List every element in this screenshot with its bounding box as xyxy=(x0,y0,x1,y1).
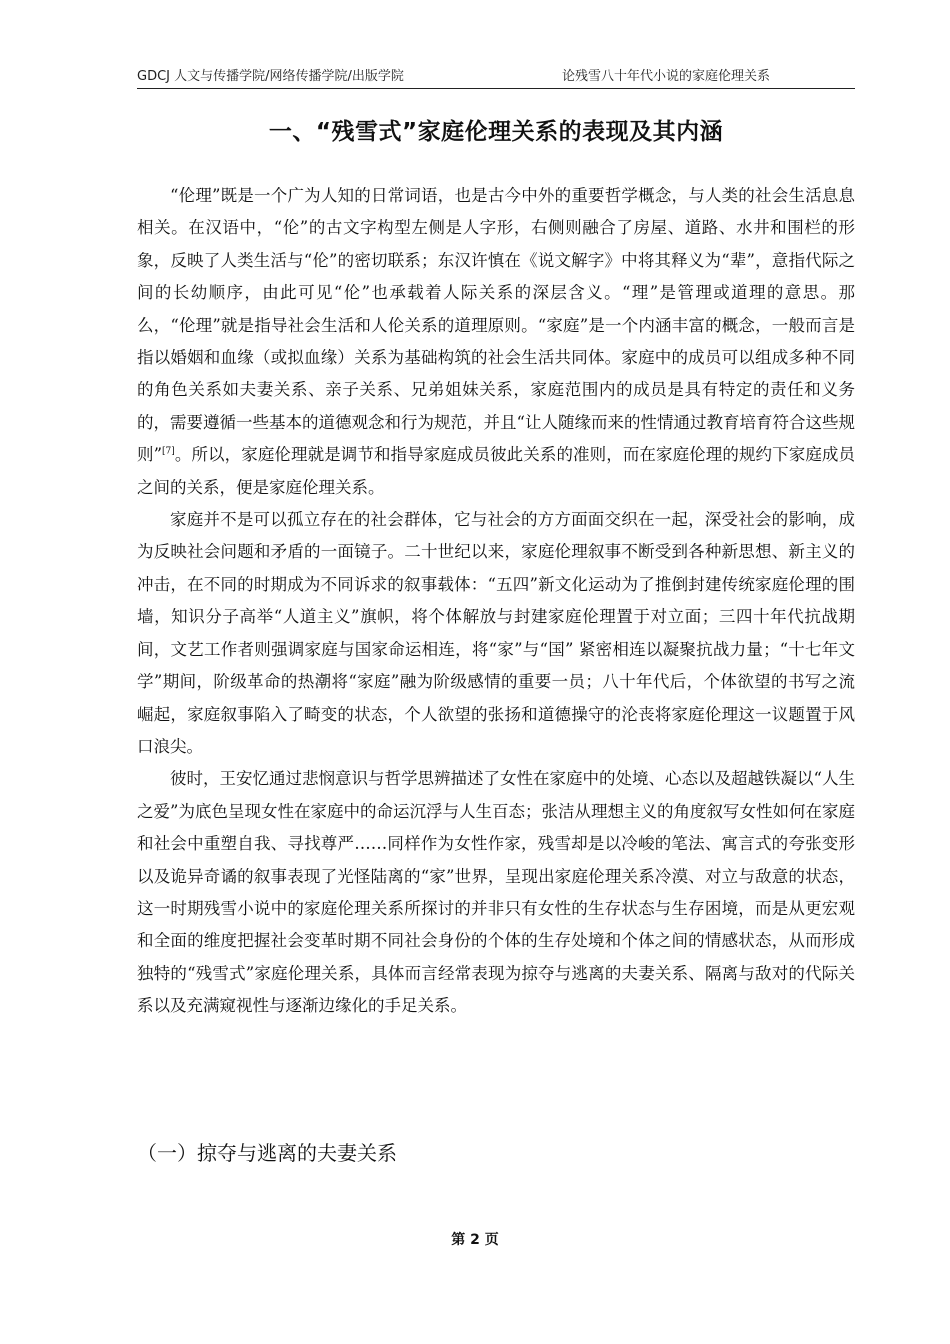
section-heading: （一）掠夺与逃离的夫妻关系 xyxy=(137,1141,397,1165)
paragraph-1-text: “伦理”既是一个广为人知的日常词语，也是古今中外的重要哲学概念，与人类的社会生活息息相关。在汉语中，“伦”的古文字构型左侧是人字形，右侧则融合了房屋、道路、水井和围栏的形象，反映了人类生活与“伦”的密切联系；东汉许慎在《说文解字》中将其释义为“辈”，意指代际之间的长幼顺序，由此可见“伦”也承载着人际关系的深层含义。“理”是管理或道理的意思。那么，“伦理”就是指导社会生活和人伦关系的道理原则。“家庭”是一个内涵丰富的概念，一般而言是指以婚姻和血缘（或拟血缘）关系为基础构筑的社会生活共同体。家庭中的成员可以组成多种不同的角色关系如夫妻关系、亲子关系、兄弟姐妹关系，家庭范围内的成员是具有特定的责任和义务的，需要遵循一些基本的道德观念和行为规范，并且“让人随缘而来的性情通过教育培育符合这些规则” xyxy=(137,186,855,465)
paragraph-2: 家庭并不是可以孤立存在的社会群体，它与社会的方方面面交织在一起，深受社会的影响，成为反映社会问题和矛盾的一面镜子。二十世纪以来，家庭伦理叙事不断受到各种新思想、新主义的冲击，在不同的时期成为不同诉求的叙事载体：“五四”新文化运动为了推倒封建传统家庭伦理的围墙，知识分子高举“人道主义”旗帜，将个体解放与封建家庭伦理置于对立面；三四十年代抗战期间，文艺工作者则强调家庭与国家命运相连，将“家”与“国” 紧密相连以凝聚抗战力量；“十七年文学”期间，阶级革命的热潮将“家庭”融为阶级感情的重要一员；八十年代后，个体欲望的书写之流崛起，家庭叙事陷入了畸变的状态，个人欲望的张扬和道德操守的沦丧将家庭伦理这一议题置于风口浪尖。 xyxy=(137,510,855,756)
header-paper-title: 论残雪八十年代小说的家庭伦理关系 xyxy=(562,69,771,84)
page-header xyxy=(137,66,855,89)
citation-marker: [7] xyxy=(162,446,175,457)
body-text xyxy=(137,180,855,1023)
page-number: 第 2 页 xyxy=(451,1232,499,1248)
paragraph-3: 彼时，王安忆通过悲悯意识与哲学思辨描述了女性在家庭中的处境、心态以及超越铁凝以“人生之爱”为底色呈现女性在家庭中的命运沉浮与人生百态；张洁从理想主义的角度叙写女性如何在家庭和社会中重塑自我、寻找尊严……同样作为女性作家，残雪却是以冷峻的笔法、寓言式的夸张变形以及诡异奇谲的叙事表现了光怪陆离的“家”世界，呈现出家庭伦理关系冷漠、对立与敌意的状态，这一时期残雪小说中的家庭伦理关系所探讨的并非只有女性的生存状态与生存困境，而是从更宏观和全面的维度把握社会变革时期不同社会身份的个体的生存处境和个体之间的情感状态，从而形成独特的“残雪式”家庭伦理关系，具体而言经常表现为掠夺与逃离的夫妻关系、隔离与敌对的代际关系以及充满窥视性与逐渐边缘化的手足关系。 xyxy=(137,769,855,1016)
paragraph-1 xyxy=(137,180,855,504)
chapter-title: 一、“残雪式”家庭伦理关系的表现及其内涵 xyxy=(268,119,724,145)
header-institution: GDCJ 人文与传播学院/网络传播学院/出版学院 xyxy=(137,69,404,84)
paragraph-1-text-end: 。所以，家庭伦理就是调节和指导家庭成员彼此关系的准则，而在家庭伦理的规约下家庭成员之间的关系，便是家庭伦理关系。 xyxy=(137,445,856,497)
